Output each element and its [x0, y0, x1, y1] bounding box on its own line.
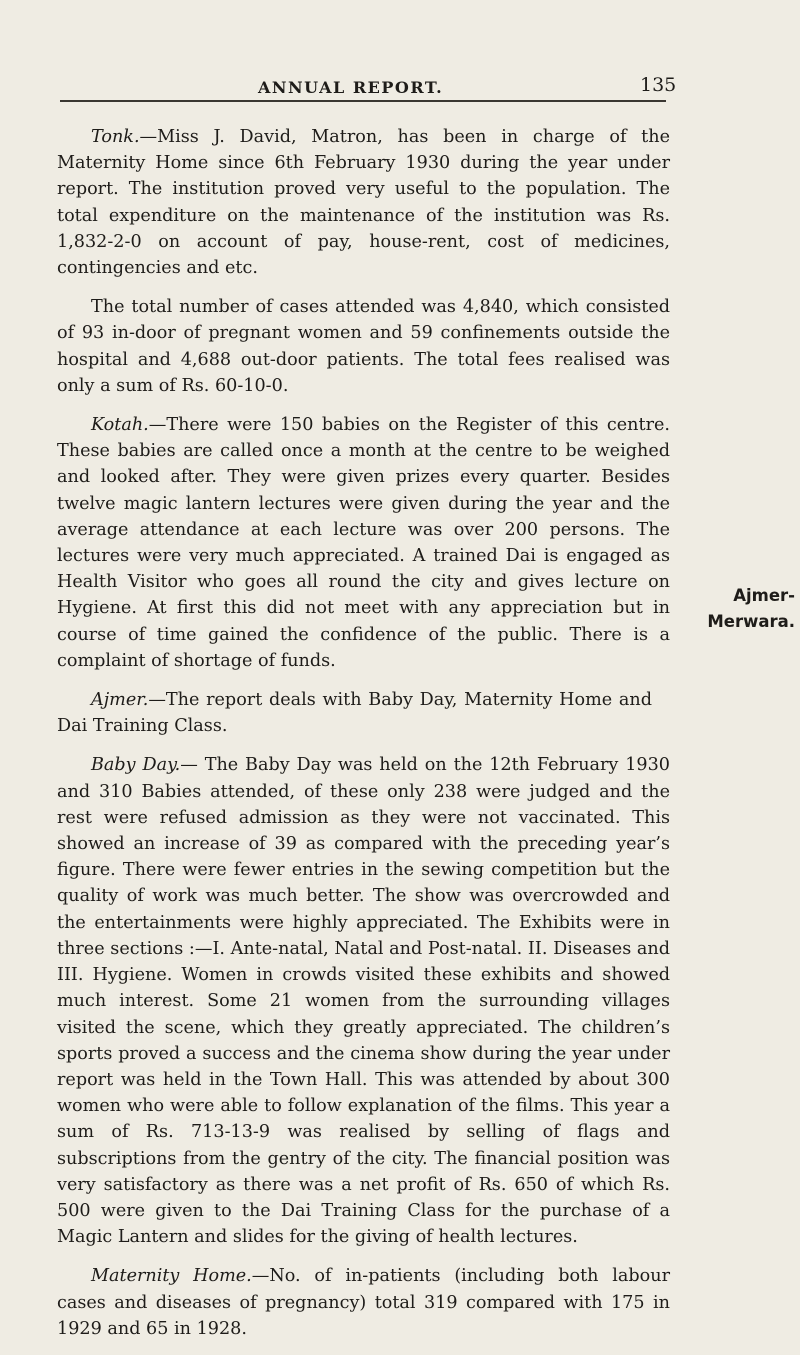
paragraph-text: —No. of in-patients (including both labour cases and diseases of pregnancy) total 319 compared with 175 in 1929 and 65 in 1928. [57, 1266, 670, 1339]
header-rule [60, 100, 666, 102]
page-number: 135 [640, 74, 677, 96]
paragraph-ajmer [57, 687, 652, 739]
paragraph-lead: Kotah. [91, 415, 149, 436]
paragraph-text: — The Baby Day was held on the 12th February 1930 and 310 Babies attended, of these only 238 were judged and the rest were refused admission as they were not vaccinated. This showed an increase of 39 as compared with the preceding year’s figure. There were fewer entries in the sewing competition but the quality of work was much better. The show was overcrowded and the entertainments were highly appreciated. The Exhibits were in three sections :—I. Ante-natal, Natal and Post-natal. II. Diseases and III. Hygiene. Women in crowds visited these exhibits and showed much interest. Some 21 women from the surrounding villages visited the scene, which they greatly appreciated. The children’s sports proved a success and the cinema show during the year under report was held in the Town Hall. This was attended by about 300 women who were able to follow explanation of the films. This year a sum of Rs. 713-13-9 was realised by selling of flags and subscriptions from the gentry of the city. The financial position was very satisfactory as there was a net profit of Rs. 650 of which Rs. 500 were given to the Dai Training Class for the purchase of a Magic Lantern and slides for the giving of health lectures. [57, 755, 670, 1248]
paragraph-kotah [57, 412, 670, 674]
paragraph-text: —Miss J. David, Matron, has been in charge of the Maternity Home since 6th February 1930 during the year under report. The institution proved very useful to the population. The total expenditure on the maintenance of the institution was Rs. 1,832-2-0 on account of pay, house-rent, cost of medicines, contingencies and etc. [57, 127, 670, 279]
paragraph-cases [57, 294, 670, 399]
paragraph-lead: Ajmer. [91, 690, 149, 711]
paragraph-lead: Baby Day. [91, 755, 181, 776]
paragraph-lead: Maternity Home. [91, 1266, 252, 1287]
margin-note [675, 583, 795, 635]
paragraph-baby-day [57, 752, 670, 1250]
body-text [57, 124, 670, 1355]
paragraph-lead: Tonk. [91, 127, 140, 147]
running-title: ANNUAL REPORT. [258, 78, 444, 97]
margin-note-line: Merwara. [707, 612, 795, 631]
paragraph-maternity-home [57, 1263, 670, 1342]
paragraph-text: —The report deals with Baby Day, Maternity Home and Dai Training Class. [57, 690, 652, 737]
paragraph-text: The total number of cases attended was 4,840, which consisted of 93 in-door of pregnant women and 59 confinements outside the hospital and 4,688 out-door patients. The total fees realised was only a sum of Rs. 60-10-0. [57, 297, 670, 396]
margin-note-line: Ajmer- [733, 586, 795, 605]
paragraph-tonk [57, 124, 670, 281]
paragraph-text: —There were 150 babies on the Register of this centre. These babies are called once a month at the centre to be weighed and looked after. They were given prizes every quarter. Besides twelve magic lantern lectures were given during the year and the average attendance at each lecture was over 200 persons. The lectures were very much appreciated. A trained Dai is engaged as Health Visitor who goes all round the city and gives lecture on Hygiene. At first this did not meet with any appreciation but in course of time gained the confidence of the public. There is a complaint of shortage of funds. [57, 415, 670, 671]
